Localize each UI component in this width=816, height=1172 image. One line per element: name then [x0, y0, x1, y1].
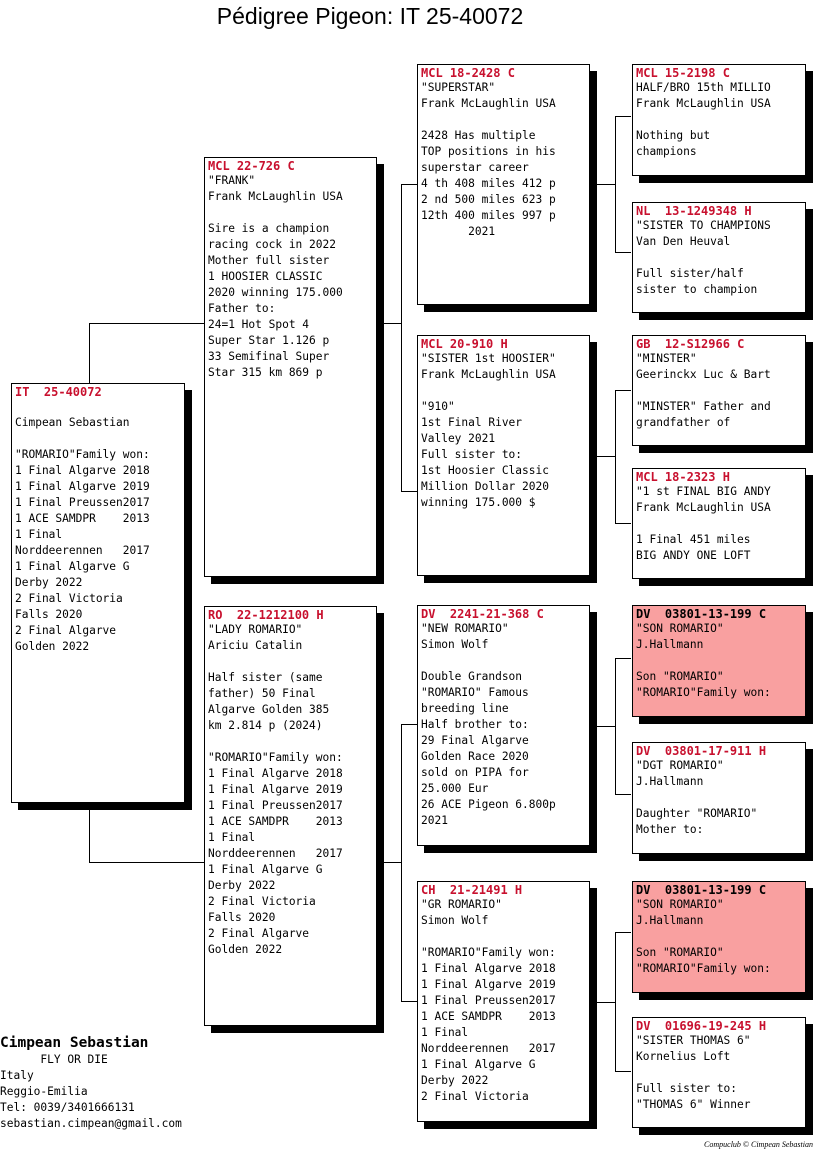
connector — [615, 252, 631, 253]
ring-number: NL 13-1249348 H — [636, 204, 752, 218]
connector — [615, 390, 616, 524]
ring-number: MCL 18-2428 C — [421, 66, 515, 80]
pigeon-notes: "GR ROMARIO" Simon Wolf "ROMARIO"Family won: 1 Final Algarve 2018 1 Final Algarve 2019 1 Final Preussen2017 1 ACE SAMDPR 2013 1 Final Norddeerennen 2017 1 Final Algarve G Derby 2022 2 Final Victoria — [421, 898, 556, 1103]
pigeon-notes: HALF/BRO 15th MILLIO Frank McLaughlin USA Nothing but champions — [636, 81, 771, 158]
pigeon-card-dam-dam-dam[interactable] — [632, 1017, 806, 1128]
pigeon-notes: "MINSTER" Geerinckx Luc & Bart "MINSTER" Father and grandfather of — [636, 352, 771, 429]
connector — [615, 932, 616, 1072]
connector — [89, 862, 204, 863]
pigeon-card-sire-sire-sire[interactable] — [632, 64, 806, 176]
connector — [615, 1071, 631, 1072]
ring-number: DV 03801-13-199 C — [636, 607, 767, 621]
pigeon-notes: "SISTER THOMAS 6" Kornelius Loft Full sister to: "THOMAS 6" Winner — [636, 1034, 751, 1111]
ring-number: RO 22-1212100 H — [208, 608, 324, 622]
connector — [615, 658, 616, 795]
pigeon-notes: "LADY ROMARIO" Ariciu Catalin Half sister (same father) 50 Final Algarve Golden 385 km 2.814 p (2024) "ROMARIO"Family won: 1 Final Algarve 2018 1 Final Algarve 2019 1 Final Preussen2017 1 ACE SAMDPR 2013 1 Final Norddeerennen 2017 1 Final Algarve G Derby 2022 2 Final Victoria Falls 2020 2 Final Algarve Golden 2022 — [208, 623, 343, 956]
pigeon-notes: "1 st FINAL BIG ANDY Frank McLaughlin USA 1 Final 451 miles BIG ANDY ONE LOFT — [636, 485, 771, 562]
connector — [89, 803, 90, 863]
pigeon-card-sire-dam[interactable] — [417, 335, 590, 576]
ring-number: DV 03801-17-911 H — [636, 744, 767, 758]
connector — [401, 184, 417, 185]
ring-number: MCL 18-2323 H — [636, 470, 730, 484]
connector — [615, 390, 631, 391]
owner-motto: FLY OR DIE — [0, 1053, 108, 1066]
ring-number: MCL 22-726 C — [208, 159, 295, 173]
pigeon-notes: "SUPERSTAR" Frank McLaughlin USA 2428 Has multiple TOP positions in his superstar career 4 th 408 miles 412 p 2 nd 500 miles 623 p 12th 400 miles 997 p 2021 — [421, 81, 556, 238]
pigeon-card-dam-sire-sire[interactable] — [632, 605, 806, 717]
connector — [597, 1002, 615, 1003]
page-title: Pédigree Pigeon: IT 25-40072 — [216, 3, 524, 29]
pigeon-notes: "DGT ROMARIO" J.Hallmann Daughter "ROMARIO" Mother to: — [636, 759, 758, 836]
pigeon-card-sire-sire-dam[interactable] — [632, 202, 806, 313]
pigeon-notes: "SISTER 1st HOOSIER" Frank McLaughlin USA "910" 1st Final River Valley 2021 Full sister to: 1st Hoosier Classic Million Dollar 2020 winning 175.000 $ — [421, 352, 556, 509]
pigeon-card-sire-dam-sire[interactable] — [632, 335, 806, 446]
connector — [597, 726, 615, 727]
pigeon-notes: "FRANK" Frank McLaughlin USA Sire is a champion racing cock in 2022 Mother full sister 1 HOOSIER CLASSIC 2020 winning 175.000 Father to: 24=1 Hot Spot 4 Super Star 1.126 p 33 Semifinal Super Star 315 km 869 p — [208, 174, 343, 379]
connector — [89, 323, 204, 324]
ring-number: DV 03801-13-199 C — [636, 883, 767, 897]
ring-number: IT 25-40072 — [15, 385, 102, 399]
owner-contact: Italy Reggio-Emilia Tel: 0039/3401666131 sebastian.cimpean@gmail.com — [0, 1069, 182, 1130]
pigeon-card-sire-sire[interactable] — [417, 64, 590, 305]
connector — [401, 491, 417, 492]
connector — [615, 116, 631, 117]
owner-info — [0, 1034, 182, 1132]
ring-number: CH 21-21491 H — [421, 883, 523, 897]
pigeon-card-dam-sire-dam[interactable] — [632, 742, 806, 854]
pigeon-card-sire-dam-dam[interactable] — [632, 468, 806, 579]
pigeon-notes: "SON ROMARIO" J.Hallmann Son "ROMARIO" "ROMARIO"Family won: — [636, 898, 771, 975]
connector — [597, 184, 615, 185]
pigeon-notes: Cimpean Sebastian "ROMARIO"Family won: 1 Final Algarve 2018 1 Final Algarve 2019 1 Final Preussen2017 1 ACE SAMDPR 2013 1 Final Norddeerennen 2017 1 Final Algarve G Derby 2022 2 Final Victoria Falls 2020 2 Final Algarve Golden 2022 — [15, 416, 150, 653]
connector — [615, 523, 631, 524]
pigeon-card-dam-sire[interactable] — [417, 605, 590, 846]
connector — [383, 862, 401, 863]
pigeon-notes: "SISTER TO CHAMPIONS Van Den Heuval Full sister/half sister to champion — [636, 219, 771, 296]
connector — [615, 658, 631, 659]
pigeon-card-dam-dam[interactable] — [417, 881, 590, 1122]
software-credit: Compuclub © Cimpean Sebastian — [704, 1140, 813, 1149]
owner-name: Cimpean Sebastian — [0, 1035, 149, 1051]
pigeon-card-dam[interactable] — [204, 606, 377, 1026]
connector — [383, 323, 401, 324]
ring-number: DV 01696-19-245 H — [636, 1019, 767, 1033]
pigeon-notes: "NEW ROMARIO" Simon Wolf Double Grandson "ROMARIO" Famous breeding line Half brother to: 29 Final Algarve Golden Race 2020 sold on PIPA for 25.000 Eur 26 ACE Pigeon 6.800p 2021 — [421, 622, 556, 827]
connector — [401, 724, 402, 1002]
ring-number: GB 12-S12966 C — [636, 337, 745, 351]
connector — [615, 932, 631, 933]
connector — [615, 116, 616, 253]
connector — [401, 1001, 417, 1002]
pigeon-card-main[interactable] — [11, 383, 185, 803]
connector — [615, 794, 631, 795]
connector — [597, 456, 615, 457]
connector — [89, 323, 90, 384]
ring-number: MCL 15-2198 C — [636, 66, 730, 80]
ring-number: MCL 20-910 H — [421, 337, 508, 351]
pigeon-card-sire[interactable] — [204, 157, 377, 577]
ring-number: DV 2241-21-368 C — [421, 607, 544, 621]
connector — [401, 724, 417, 725]
pigeon-notes: "SON ROMARIO" J.Hallmann Son "ROMARIO" "ROMARIO"Family won: — [636, 622, 771, 699]
pigeon-card-dam-dam-sire[interactable] — [632, 881, 806, 993]
connector — [401, 184, 402, 492]
